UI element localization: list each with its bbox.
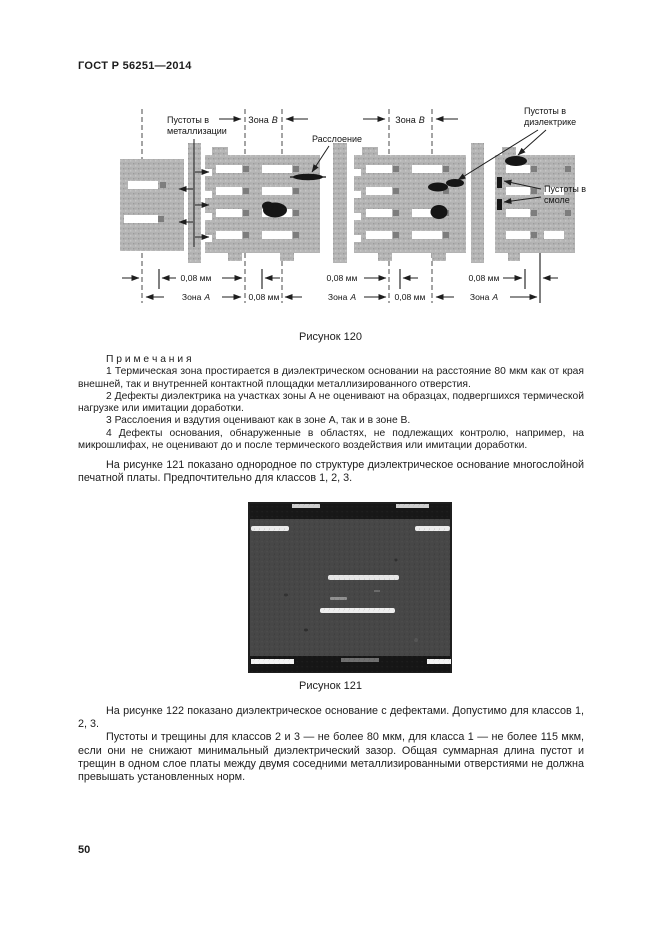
page-number: 50 [78,844,91,856]
figure-120-diagram [112,97,590,325]
notes-block [78,354,584,452]
zone-a-label: Зона А [469,292,499,302]
zone-b-label-left: Зона В [248,115,278,125]
note-item-3: 3 Расслоения и вздутия оценивают как в зоне А, так и в зоне В. [106,415,411,427]
voids-dielectric-label-line1: Пустоты в [524,106,567,116]
voids-metallization-label-line1: Пустоты в [167,115,210,125]
dim-008-label: 0,08 мм [248,292,280,302]
note-item-4: 4 Дефекты основания, обнаруженные в областях, не подлежащих контролю, например, на микрошлифах, не оценивают до и после термического воздействия или имитации доработки. [78,427,584,452]
zone-b-label-right: Зона В [395,115,425,125]
figure-121-photo [246,500,454,676]
figure-122-paragraphs [78,705,584,784]
voids-dielectric-label-line2: диэлектрике [524,117,577,127]
voids-resin-label-line2: смоле [544,195,570,205]
figure-120-dimensions [181,273,500,302]
dim-008-label: 0,08 мм [180,273,212,283]
note-item-2: 2 Дефекты диэлектрика на участках зоны А не оценивают на образцах, подвергшихся термической нагрузке или имитации доработки. [78,390,584,415]
voids-metallization-label-line2: металлизации [167,126,227,136]
zone-a-label: Зона А [181,292,211,302]
note-item-1: 1 Термическая зона простирается в диэлектрическом основании на расстояние 80 мкм как от края внешней, так и внутренней контактной площадки металлизированного отверстия. [78,366,584,390]
dim-008-label: 0,08 мм [326,273,358,283]
document-header: ГОСТ Р 56251—2014 [78,60,192,72]
delamination-label: Расслоение [311,134,363,144]
micrograph-image [249,503,451,672]
figure-121-caption: Рисунок 121 [299,680,362,692]
figure-120-caption: Рисунок 120 [299,331,362,343]
paragraph-text: На рисунке 122 показано диэлектрическое основание с дефектами. Допустимо для классов 1, 2, 3. [78,705,584,731]
paragraph-text: На рисунке 121 показано однородное по структуре диэлектрическое основание многослойной печатной платы. Предпочтительно для классов 1, 2, 3. [78,459,584,484]
zone-a-label: Зона А [327,292,357,302]
voids-resin-label-line1: Пустоты в [544,184,587,194]
paragraph-text: Пустоты и трещины для классов 2 и 3 — не более 80 мкм, для класса 1 — не более 115 мкм, если они не снижают минимальный диэлектрический зазор. Общая суммарная длина пустот и трещин в одном слое платы между двумя соседними металлизированными отверстиями не должна превышать установленных норм. [78,731,584,784]
dim-008-label: 0,08 мм [468,273,500,283]
notes-title: П р и м е ч а н и я [106,354,192,365]
dim-008-label: 0,08 мм [394,292,426,302]
figure-121-intro-paragraph [78,459,584,485]
